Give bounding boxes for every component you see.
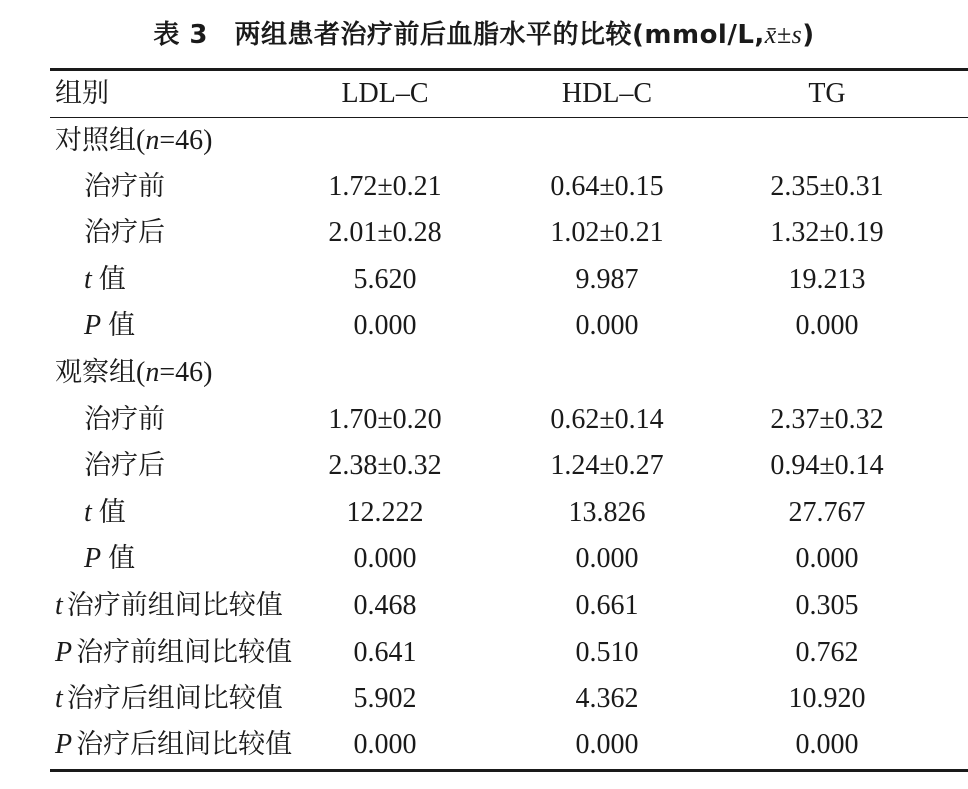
row-label-var: t [55, 590, 63, 621]
group-name: 观察组 [55, 357, 136, 388]
row-label-sub: 治疗后组间比较 [66, 683, 256, 714]
table-row [0, 443, 968, 489]
cell-hdl: 0.000 [575, 543, 639, 574]
row-label-var: P [55, 729, 73, 760]
row-label [55, 722, 292, 768]
cell-ldl: 0.000 [353, 543, 417, 574]
table-row [0, 257, 968, 303]
group-label [55, 118, 212, 164]
cell-hdl: 0.000 [575, 310, 639, 341]
cell-hdl: 1.02±0.21 [550, 217, 664, 248]
title-stat: x̄±s [764, 20, 803, 49]
cell-tg: 2.35±0.31 [770, 171, 884, 202]
cell-hdl: 9.987 [575, 264, 639, 295]
row-label: 治疗前 [84, 404, 165, 435]
group-n-prefix: ( [136, 125, 146, 156]
row-label-var: P [84, 310, 102, 341]
row-label-text: 值 [255, 683, 283, 714]
cell-hdl: 0.000 [575, 729, 639, 760]
row-label-text: 值 [265, 729, 293, 760]
group-n-value: =46) [159, 125, 213, 156]
bottom-rule [50, 769, 968, 772]
cell-tg: 0.94±0.14 [770, 450, 884, 481]
cell-ldl: 1.72±0.21 [328, 171, 442, 202]
header-tg: TG [808, 78, 846, 109]
cell-tg: 0.305 [795, 590, 859, 621]
row-label-sub: 治疗前组间比较 [76, 637, 266, 668]
header-row [0, 71, 968, 117]
row-label [55, 630, 292, 676]
cell-ldl: 0.000 [353, 729, 417, 760]
row-label [84, 490, 126, 536]
comparison-row [0, 583, 968, 629]
cell-tg: 19.213 [788, 264, 866, 295]
cell-tg: 2.37±0.32 [770, 404, 884, 435]
title-suffix: ) [802, 20, 815, 50]
row-label-sub: 治疗后组间比较 [76, 729, 266, 760]
row-label-sub: 治疗前组间比较 [66, 590, 256, 621]
table-title [0, 14, 968, 51]
cell-tg: 0.000 [795, 543, 859, 574]
cell-tg: 27.767 [788, 497, 866, 528]
cell-ldl: 2.01±0.28 [328, 217, 442, 248]
cell-tg: 0.000 [795, 310, 859, 341]
cell-hdl: 4.362 [575, 683, 639, 714]
row-label-var: P [84, 543, 102, 574]
table-row [0, 536, 968, 582]
row-label-var: t [55, 683, 63, 714]
comparison-row [0, 676, 968, 722]
header-group: 组别 [55, 78, 109, 109]
row-label: 治疗后 [84, 450, 165, 481]
row-label [84, 303, 135, 349]
cell-ldl: 0.641 [353, 637, 417, 668]
row-label [84, 257, 126, 303]
cell-ldl: 2.38±0.32 [328, 450, 442, 481]
row-label-text: 值 [255, 590, 283, 621]
table-row [0, 303, 968, 349]
row-label: 治疗前 [84, 171, 165, 202]
cell-hdl: 0.64±0.15 [550, 171, 664, 202]
cell-ldl: 1.70±0.20 [328, 404, 442, 435]
cell-ldl: 0.000 [353, 310, 417, 341]
row-label-text: 值 [265, 637, 293, 668]
group-n-value: =46) [159, 357, 213, 388]
header-ldl: LDL–C [341, 78, 429, 109]
row-label-var: t [84, 264, 92, 295]
row-label-text: 值 [108, 543, 136, 574]
cell-tg: 0.762 [795, 637, 859, 668]
row-label [55, 583, 283, 629]
group-n-var: n [145, 125, 160, 156]
cell-tg: 1.32±0.19 [770, 217, 884, 248]
group-n-prefix: ( [136, 357, 146, 388]
header-hdl: HDL–C [561, 78, 653, 109]
row-label [84, 536, 135, 582]
row-label: 治疗后 [84, 217, 165, 248]
cell-ldl: 5.902 [353, 683, 417, 714]
row-label-text: 值 [98, 497, 126, 528]
cell-tg: 10.920 [788, 683, 866, 714]
group-row-control [0, 118, 968, 164]
group-row-observation [0, 350, 968, 396]
table-row [0, 397, 968, 443]
cell-ldl: 5.620 [353, 264, 417, 295]
row-label-text: 值 [98, 264, 126, 295]
cell-hdl: 1.24±0.27 [550, 450, 664, 481]
cell-hdl: 0.510 [575, 637, 639, 668]
cell-ldl: 12.222 [346, 497, 424, 528]
group-name: 对照组 [55, 125, 136, 156]
cell-hdl: 13.826 [568, 497, 646, 528]
cell-hdl: 0.661 [575, 590, 639, 621]
title-prefix: 表 3 两组患者治疗前后血脂水平的比较(mmol/L, [153, 20, 765, 50]
table-row [0, 490, 968, 536]
group-label [55, 350, 212, 396]
table-row [0, 210, 968, 256]
cell-hdl: 0.62±0.14 [550, 404, 664, 435]
row-label-var: P [55, 637, 73, 668]
table-row [0, 164, 968, 210]
row-label [55, 676, 283, 722]
comparison-row [0, 630, 968, 676]
row-label-text: 值 [108, 310, 136, 341]
cell-tg: 0.000 [795, 729, 859, 760]
cell-ldl: 0.468 [353, 590, 417, 621]
row-label-var: t [84, 497, 92, 528]
comparison-row [0, 722, 968, 768]
group-n-var: n [145, 357, 160, 388]
